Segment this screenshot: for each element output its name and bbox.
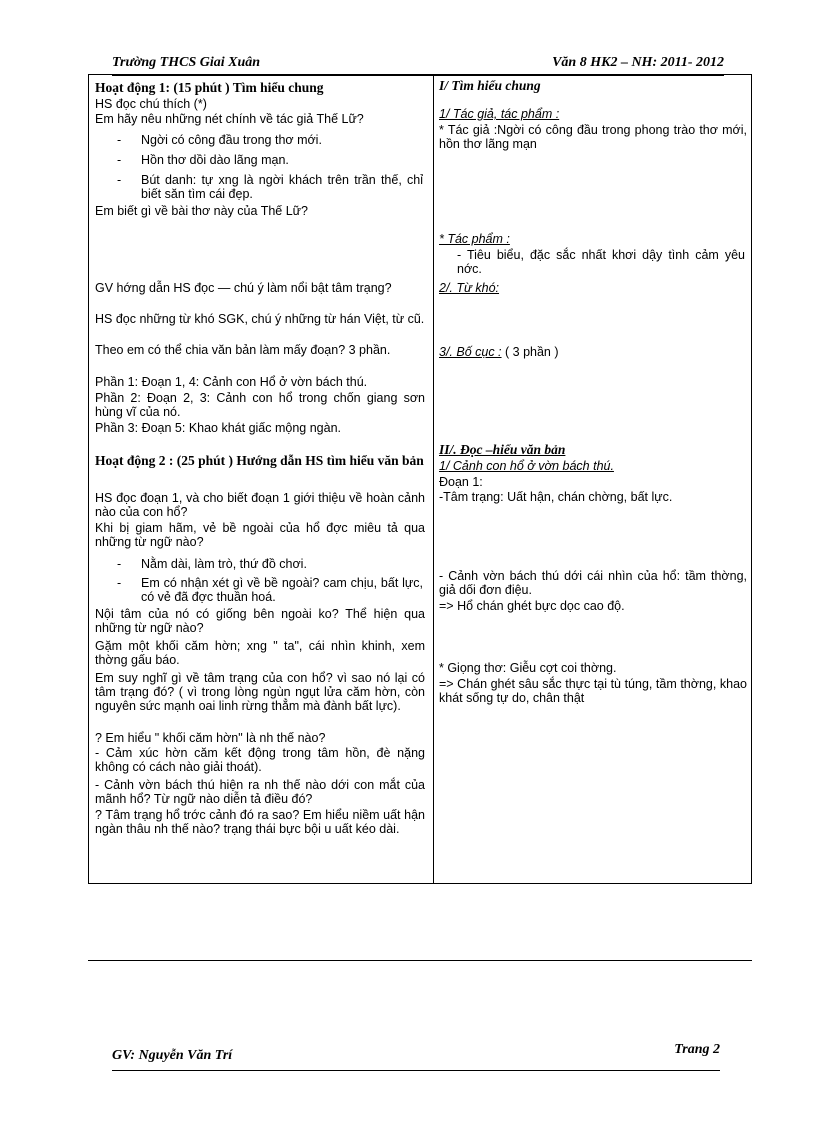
section-2-title: II/. Đọc –hiểu văn bản: [439, 442, 566, 457]
footer-rule: [88, 960, 752, 961]
left-line: Gặm một khối căm hờn; xng " ta", cái nhìn khinh, xem thờng gấu báo.: [95, 639, 425, 667]
left-line: Nội tâm của nó có giống bên ngoài ko? Thể hiện qua những từ ngữ nào?: [95, 607, 425, 635]
column-divider: [433, 75, 434, 883]
left-line: Em hãy nêu những nét chính về tác giả Thế Lữ?: [95, 112, 364, 126]
bullet-dash: -: [117, 576, 122, 590]
activity-2-title: Hoạt động 2 : (25 phút ) Hướng dẫn HS tìm hiểu văn bản: [95, 453, 424, 468]
left-line: - Cảm xúc hờn căm kết động trong tâm hồn, đè nặng không có cách nào giải thoát).: [95, 746, 425, 774]
course-info: Văn 8 HK2 – NH: 2011- 2012: [552, 55, 724, 70]
right-line: * Tác giả :Ngời có công đầu trong phong trào thơ mới, hồn thơ lãng mạn: [439, 123, 747, 151]
section-1-title: I/ Tìm hiểu chung: [439, 78, 541, 93]
left-line: ? Tâm trạng hổ trớc cảnh đó ra sao? Em hiểu niềm uất hận ngàn thâu nh thế nào? trạng thái bực bội u uất kéo dài.: [95, 808, 425, 836]
left-line: HS đọc chú thích (*): [95, 97, 207, 111]
page-number: Trang 2: [674, 1042, 720, 1057]
left-line: Phần 3: Đoạn 5: Khao khát giấc mộng ngàn.: [95, 421, 342, 435]
left-line: Em biết gì về bài thơ này của Thế Lữ?: [95, 204, 308, 218]
left-line: Phần 2: Đoạn 2, 3: Cảnh con hổ trong chốn giang sơn hùng vĩ của nó.: [95, 391, 425, 419]
right-line: - Tiêu biểu, đặc sắc nhất khơi dậy tình cảm yêu nớc.: [457, 248, 745, 276]
left-bullet: Nằm dài, làm trò, thứ đồ chơi.: [141, 557, 307, 571]
left-line: Em suy nghĩ gì về tâm trạng của con hổ? vì sao nó lại có tâm trạng đó? ( vì trong lòng ngùn ngụt lửa căm hờn, còn nguyên sức mạnh oai linh rừng thẳm mà đành bất lực).: [95, 671, 425, 713]
school-name: Trường THCS Giai Xuân: [112, 55, 261, 70]
bullet-dash: -: [117, 133, 122, 147]
bullet-dash: -: [117, 557, 122, 571]
left-line: HS đọc đoạn 1, và cho biết đoạn 1 giới thiệu về hoàn cảnh nào của con hổ?: [95, 491, 425, 519]
left-line: - Cảnh vờn bách thú hiện ra nh thế nào dới con mắt của mãnh hổ? Từ ngữ nào diễn tả điều đó?: [95, 778, 425, 806]
left-bullet: Hồn thơ dồi dào lãng mạn.: [141, 153, 289, 167]
right-line: => Hổ chán ghét bực dọc cao độ.: [439, 599, 625, 613]
subsection-work: * Tác phẩm :: [439, 232, 510, 246]
page-footer: [112, 1040, 720, 1071]
left-line: Theo em có thể chia văn bản làm mấy đoạn? 3 phần.: [95, 343, 391, 357]
structure-value: ( 3 phần ): [505, 345, 559, 359]
left-line: Phần 1: Đoạn 1, 4: Cảnh con Hổ ở vờn bách thú.: [95, 375, 368, 389]
bullet-dash: -: [117, 173, 122, 187]
structure-label: 3/. Bố cục :: [439, 345, 502, 359]
subsection-structure: [439, 345, 747, 359]
page-header: [112, 50, 724, 76]
lesson-table: [88, 74, 752, 884]
right-line: - Cảnh vờn bách thú dới cái nhìn của hổ: tầm thờng, giả dối đơn điệu.: [439, 569, 747, 597]
subsection-author: 1/ Tác giả, tác phẩm :: [439, 107, 560, 121]
left-bullet: Bút danh: tự xng là ngời khách trên trần thế, chỉ biết săn tìm cái đẹp.: [141, 173, 423, 201]
right-line: => Chán ghét sâu sắc thực tại tù túng, tầm thờng, khao khát sống tự do, chân thật: [439, 677, 747, 705]
subsection-zoo: 1/ Cảnh con hổ ở vờn bách thú.: [439, 459, 614, 473]
left-line: HS đọc những từ khó SGK, chú ý những từ hán Việt, từ cũ.: [95, 312, 425, 326]
teacher-name: GV: Nguyễn Văn Trí: [112, 1048, 233, 1063]
left-line: Khi bị giam hãm, vẻ bề ngoài của hổ đợc miêu tả qua những từ ngữ nào?: [95, 521, 425, 549]
right-line: Đoạn 1:: [439, 475, 483, 489]
right-line: -Tâm trạng: Uất hận, chán chờng, bất lực.: [439, 490, 673, 504]
subsection-vocab: 2/. Từ khó:: [439, 281, 500, 295]
activity-1-title: Hoạt động 1: (15 phút ) Tìm hiểu chung: [95, 80, 324, 95]
left-bullet: Ngời có công đầu trong thơ mới.: [141, 133, 322, 147]
left-bullet: Em có nhận xét gì về bề ngoài? cam chịu, bất lực, có vẻ đã đợc thuần hoá.: [141, 576, 423, 604]
left-line: ? Em hiểu " khối căm hờn" là nh thế nào?: [95, 731, 326, 745]
bullet-dash: -: [117, 153, 122, 167]
left-line: GV hớng dẫn HS đọc — chú ý làm nổi bật tâm trạng?: [95, 281, 392, 295]
right-line: * Giọng thơ: Giễu cợt coi thờng.: [439, 661, 617, 675]
